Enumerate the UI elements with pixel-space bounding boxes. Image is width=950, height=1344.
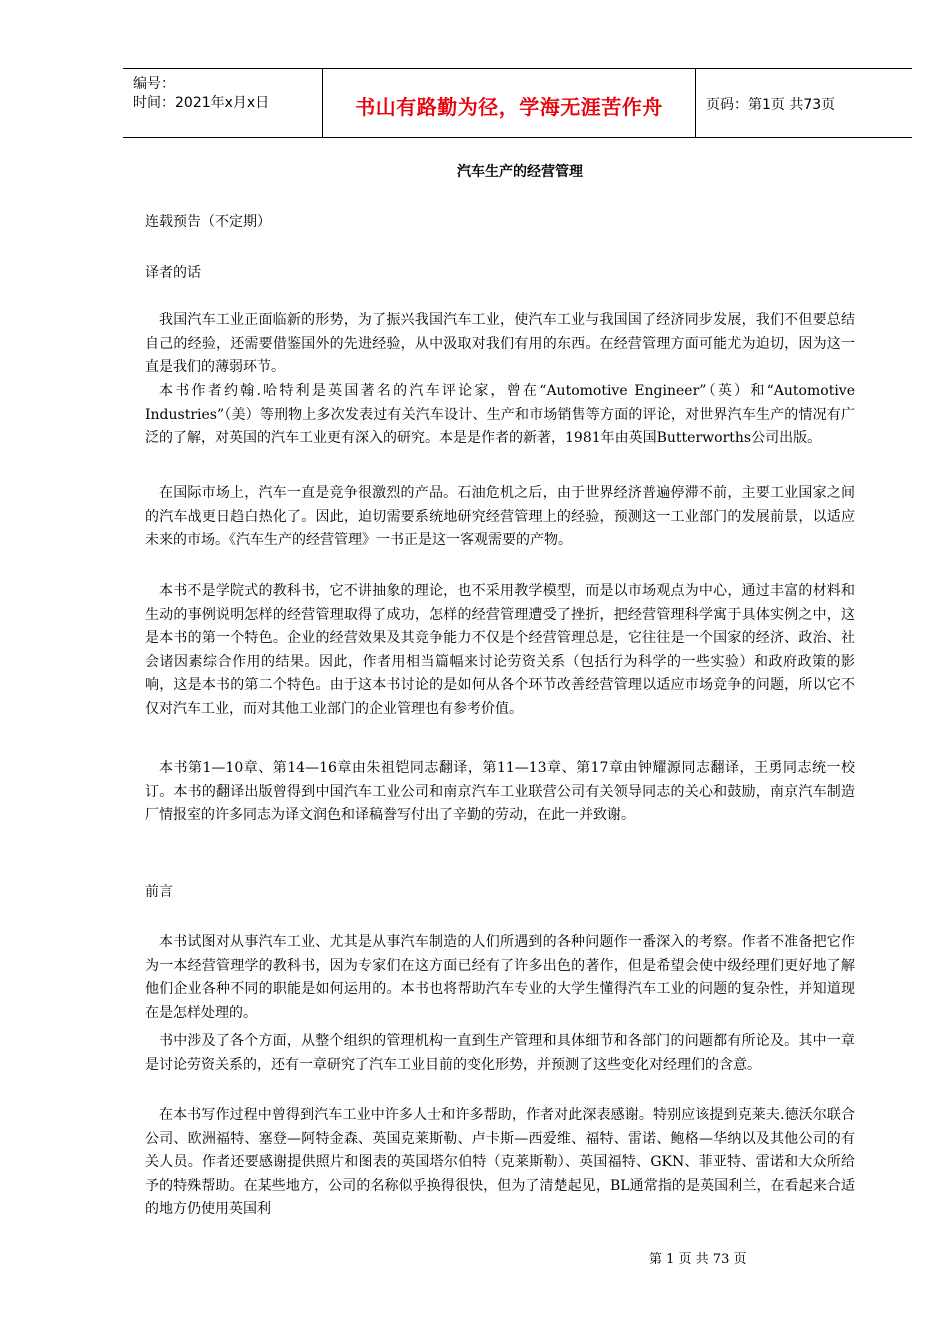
translator-paragraph: 我国汽车工业正面临新的形势，为了振兴我国汽车工业，使汽车工业与我国国了经济同步发展，我们不但要总结自己的经验，还需要借鉴国外的先进经验，从中汲取对我们有用的东西。在经营管理方面可能尤为迫切，因为这一直是我们的薄弱环节。	[145, 312, 855, 376]
document-title: 汽车生产的经营管理	[457, 164, 583, 180]
translator-heading: 译者的话	[145, 265, 201, 281]
translator-paragraph: 本书不是学院式的教科书，它不讲抽象的理论，也不采用教学模型，而是以市场观点为中心，通过丰富的材料和生动的事例说明怎样的经营管理取得了成功，怎样的经营管理遭受了挫折，把经营管理科学寓于具体实例之中，这是本书的第一个特色。企业的经营效果及其竞争能力不仅是个经营管理总是，它往往是一个国家的经济、政治、社会诸因素综合作用的结果。因此，作者用相当篇幅来讨论劳资关系（包括行为科学的一些实验）和政府政策的影响，这是本书的第二个特色。由于这本书讨论的是如何从各个环节改善经营管理以适应市场竞争的问题，所以它不仅对汽车工业，而对其他工业部门的企业管理也有参考价值。	[145, 583, 855, 717]
preface-paragraph: 书中涉及了各个方面，从整个组织的管理机构一直到生产管理和具体细节和各部门的问题都有所论及。其中一章是讨论劳资关系的，还有一章研究了汽车工业目前的变化形势，并预测了这些变化对经理们的含意。	[145, 1033, 855, 1073]
translator-paragraph: 本书作者约翰.哈特利是英国著名的汽车评论家，曾在“Automotive Engineer”（英）和“Automotive Industries”（美）等刑物上多次发表过有关汽车设计、生产和市场销售等方面的评论，对世界汽车生产的情况有广泛的了解，对英国的汽车工业更有深入的研究。本是是作者的新著，1981年由英国Butterworths公司出版。	[145, 383, 855, 447]
series-notice: 连载预告（不定期）	[145, 214, 271, 230]
page-footer: 第 1 页 共 73 页	[649, 1252, 747, 1267]
translator-paragraph: 本书第1—10章、第14—16章由朱祖铠同志翻译，第11—13章、第17章由钟耀源同志翻译，王勇同志统一校订。本书的翻译出版曾得到中国汽车工业公司和南京汽车工业联营公司有关领导同志的关心和鼓励，南京汽车制造厂情报室的许多同志为译文润色和译稿誊写付出了辛勤的劳动，在此一并致谢。	[145, 760, 855, 824]
preface-paragraph: 在本书写作过程中曾得到汽车工业中许多人士和许多帮助，作者对此深表感谢。特别应该提到克莱夫.德沃尔联合公司、欧洲福特、塞登—阿特金森、英国克莱斯勒、卢卡斯—西爱维、福特、雷诺、鲍格—华纳以及其他公司的有关人员。作者还要感谢提供照片和图表的英国塔尔伯特（克莱斯勒）、英国福特、GKN、菲亚特、雷诺和大众所给予的特殊帮助。在某些地方，公司的名称似乎换得很快，但为了清楚起见，BL通常指的是英国利兰，在看起来合适的地方仍使用英国利	[145, 1107, 855, 1218]
preface-heading: 前言	[145, 884, 173, 900]
translator-paragraph: 在国际市场上，汽车一直是竞争很激烈的产品。石油危机之后，由于世界经济普遍停滞不前，主要工业国家之间的汽车战更日趋白热化了。因此，迫切需要系统地研究经营管理上的经验，预测这一工业部门的发展前景，以适应未来的市场。《汽车生产的经营管理》一书正是这一客观需要的产物。	[145, 485, 855, 549]
document-time-label: 时间：2021年x月x日	[133, 95, 270, 111]
header-motto-cell	[323, 69, 696, 137]
document-number-label: 编号：	[133, 76, 175, 92]
header-motto: 书山有路勤为径，学海无涯苦作舟	[355, 95, 663, 119]
header-page-cell	[696, 69, 912, 137]
page-header	[123, 68, 912, 138]
header-page-info: 页码：第1页 共73页	[706, 97, 836, 113]
header-meta-cell	[123, 69, 323, 137]
preface-paragraph: 本书试图对从事汽车工业、尤其是从事汽车制造的人们所遇到的各种问题作一番深入的考察。作者不准备把它作为一本经营管理学的教科书，因为专家们在这方面已经有了许多出色的著作，但是希望会使中级经理们更好地了解他们企业各种不同的职能是如何运用的。本书也将帮助汽车专业的大学生懂得汽车工业的问题的复杂性，并知道现在是怎样处理的。	[145, 934, 855, 1021]
